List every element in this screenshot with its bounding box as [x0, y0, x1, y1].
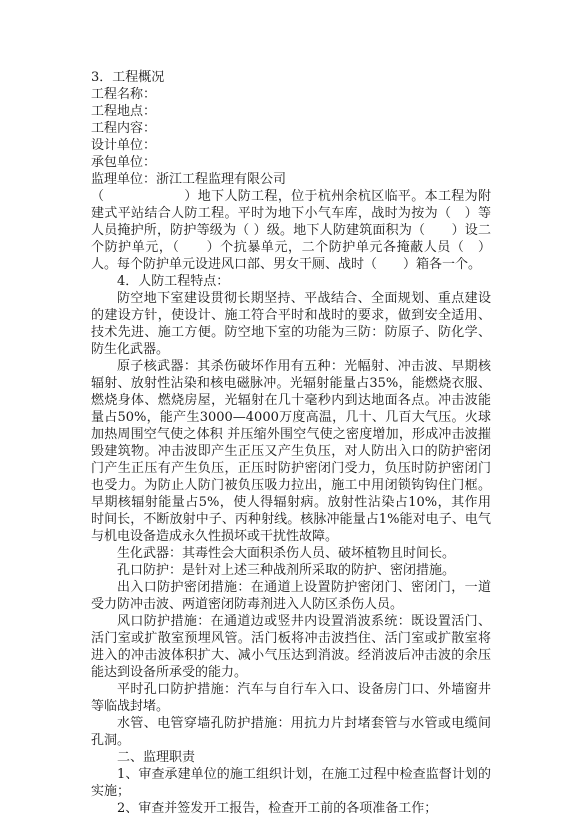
- paragraph-construction-policy: 防空地下室建设贯彻长期坚持、平战结合、全面规划、重点建设的建设方针，使设计、施工符合平时和战时的要求，做到安全适用、技术先进、施工方便。防空地下室的功能为三防：防原子、防化学、防生化武器。: [91, 291, 491, 357]
- info-field-project-location: 工程地点：: [91, 104, 157, 119]
- info-field-project-name: 工程名称：: [91, 87, 157, 102]
- paragraph-entrance-protection: 出入口防护密闭措施：在通道上设置防护密闭门、密闭门，一道受力防冲击波、两道密闭防毒剂进入人防区杀伤人员。: [91, 580, 491, 612]
- document-body: [91, 69, 491, 817]
- paragraph-vent-protection: 风口防护措施：在通道边或竖井内设置消波系统：既设置活门、活门室或扩散室预埋风管。活门板将冲击波挡住、活门室或扩散室将进入的冲击波体积扩大、减小气压达到消波。经消波后冲击波的余压能达到设备所承受的能力。: [91, 614, 491, 680]
- duty-item-2: 2、审查并签发开工报告，检查开工前的各项准备工作；: [117, 801, 438, 816]
- paragraph-pipe-protection: 水管、电管穿墙孔防护措施：用抗力片封堵套管与水管或电缆间孔洞。: [91, 716, 491, 748]
- features-heading: 4．人防工程特点：: [117, 274, 230, 289]
- supervision-heading: 二、监理职责: [117, 750, 196, 765]
- info-field-project-content: 工程内容：: [91, 121, 157, 136]
- paragraph-peacetime-protection: 平时孔口防护措施：汽车与自行车入口、设备房门口、外墙窗井等临战封堵。: [91, 682, 491, 714]
- paragraph-biochemical-weapons: 生化武器：其毒性会大面积杀伤人员、破坏植物且时间长。: [117, 546, 456, 561]
- info-field-design-unit: 设计单位：: [91, 138, 157, 153]
- paragraph-nuclear-weapons: 原子核武器：其杀伤破坏作用有五种：光幅射、冲击波、早期核辐射、放射性沾染和核电磁脉冲。光辐射能量占35%，能燃烧衣服、燃烧身体、燃烧房屋，光辐射在几十毫秒内到达地面各点。冲击波能量占50%，能产生3000—4000万度高温，几十、几百大气压。火球加热周围空气使之体积 并压缩外围空气使之密度增加，形成冲击波摧毁建筑物。冲击波即产生正压又产生负压，对人防出入口的防护密闭门产生正压有产生负压，正压时防护密闭门受力，负压时防护密闭门也受力。为防止人防门被负压吸力拉出，施工中用闭锁钩钩住门框。早期核辐射能量占5%，使人得辐射病。放射性沾染占10%，其作用时间长，不断放射中子、丙种射线。核脉冲能量占1%能对电子、电气与机电设备造成永久性损坏或干扰性故障。: [91, 359, 491, 544]
- paragraph-opening-protection: 孔口防护：是针对上述三种战剂所采取的防护、密闭措施。: [117, 563, 456, 578]
- duty-item-1: 1、审查承建单位的施工组织计划，在施工过程中检查监督计划的实施；: [91, 767, 491, 799]
- info-field-supervisor: 监理单位：浙江工程监理有限公司: [91, 172, 287, 187]
- overview-paragraph: （ ）地下人防工程，位于杭州余杭区临平。本工程为附建式平站结合人防工程。平时为地下小气车库，战时为按为（ ）等人员掩护所，防护等级为（ ）级。地下人防建筑面积为（ ）设二个防护单元，（ ）个抗暴单元，二个防护单元各掩蔽人员（ ）人。每个防护单元设进风口部、男女干厕、战时（ ）箱各一个。: [91, 189, 491, 272]
- section-heading: 3．工程概况: [91, 70, 165, 85]
- info-field-contractor: 承包单位：: [91, 155, 157, 170]
